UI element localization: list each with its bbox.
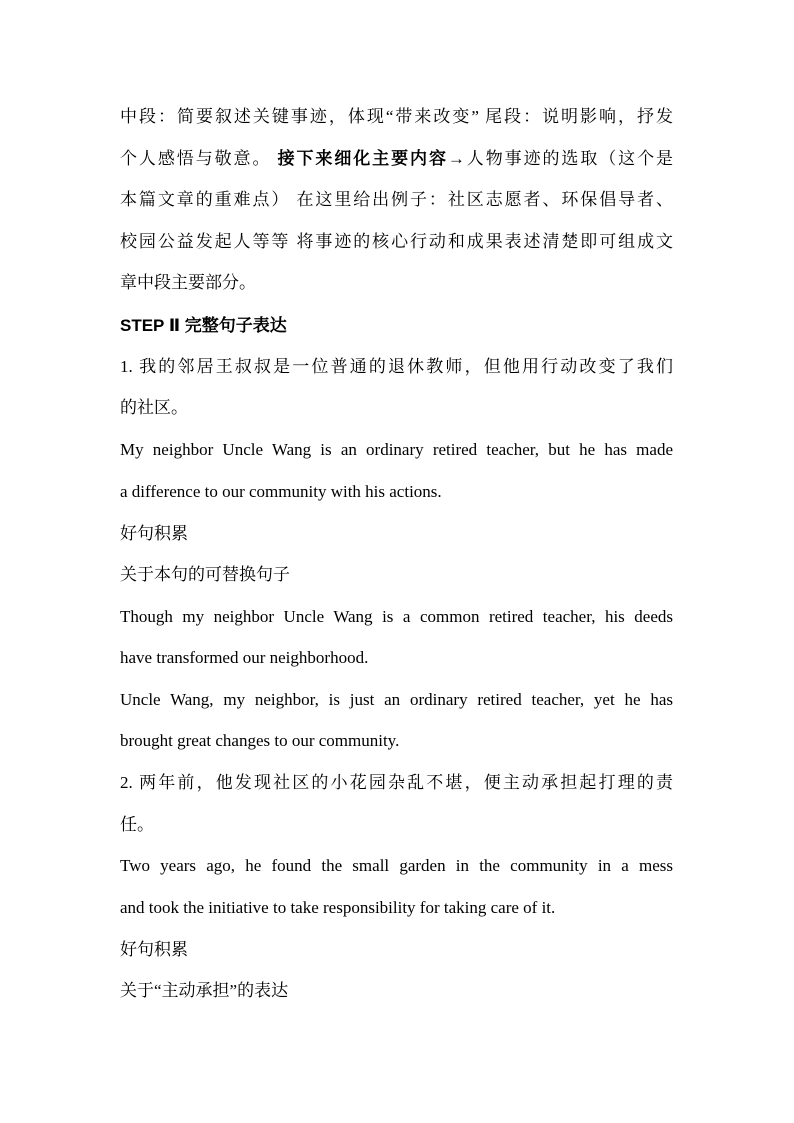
intro-line-2-end: →人物事迹的选取（这个是 bbox=[447, 149, 674, 168]
section-label: 好句积累 bbox=[120, 524, 188, 543]
sentence-1-english-line-1: My neighbor Uncle Wang is an ordinary retired teacher, but he has made bbox=[120, 440, 673, 459]
sentence-2-english-line-2: and took the initiative to take responsibility for taking care of it. bbox=[120, 898, 556, 917]
intro-line-2 bbox=[120, 148, 673, 170]
alternative-2-line-1: Uncle Wang, my neighbor, is just an ordinary retired teacher, yet he has bbox=[120, 690, 673, 709]
sentence-2-chinese-line-2: 任。 bbox=[120, 815, 154, 834]
intro-line-1: 中段：简要叙述关键事迹，体现“带来改变” 尾段：说明影响，抒发 bbox=[120, 107, 673, 126]
intro-line-4: 校园公益发起人等等 将事迹的核心行动和成果表述清楚即可组成文 bbox=[120, 232, 673, 251]
alternative-1-line-2: have transformed our neighborhood. bbox=[120, 648, 369, 667]
sentence-1-chinese-line-1: 1. 我的邻居王叔叔是一位普通的退休教师，但他用行动改变了我们 bbox=[120, 357, 673, 376]
sentence-2-chinese-line-1: 2. 两年前，他发现社区的小花园杂乱不堪，便主动承担起打理的责 bbox=[120, 773, 673, 792]
intro-line-3: 本篇文章的重难点） 在这里给出例子：社区志愿者、环保倡导者、 bbox=[120, 190, 673, 209]
step-heading: STEP Ⅱ 完整句子表达 bbox=[120, 316, 287, 335]
alternative-1-line-1: Though my neighbor Uncle Wang is a common retired teacher, his deeds bbox=[120, 607, 673, 626]
alternative-2-line-2: brought great changes to our community. bbox=[120, 731, 400, 750]
intro-line-5: 章中段主要部分。 bbox=[120, 273, 256, 292]
intro-emphasis: 接下来细化主要内容 bbox=[277, 149, 448, 168]
sub-label: 关于“主动承担”的表达 bbox=[120, 981, 289, 1000]
sentence-1-english-line-2: a difference to our community with his actions. bbox=[120, 482, 442, 501]
intro-line-2-start: 个人感悟与敬意。 bbox=[120, 149, 278, 168]
section-label: 好句积累 bbox=[120, 940, 188, 959]
sub-label: 关于本句的可替换句子 bbox=[120, 565, 290, 584]
sentence-2-english-line-1: Two years ago, he found the small garden in the community in a mess bbox=[120, 856, 673, 875]
sentence-1-chinese-line-2: 的社区。 bbox=[120, 398, 188, 417]
